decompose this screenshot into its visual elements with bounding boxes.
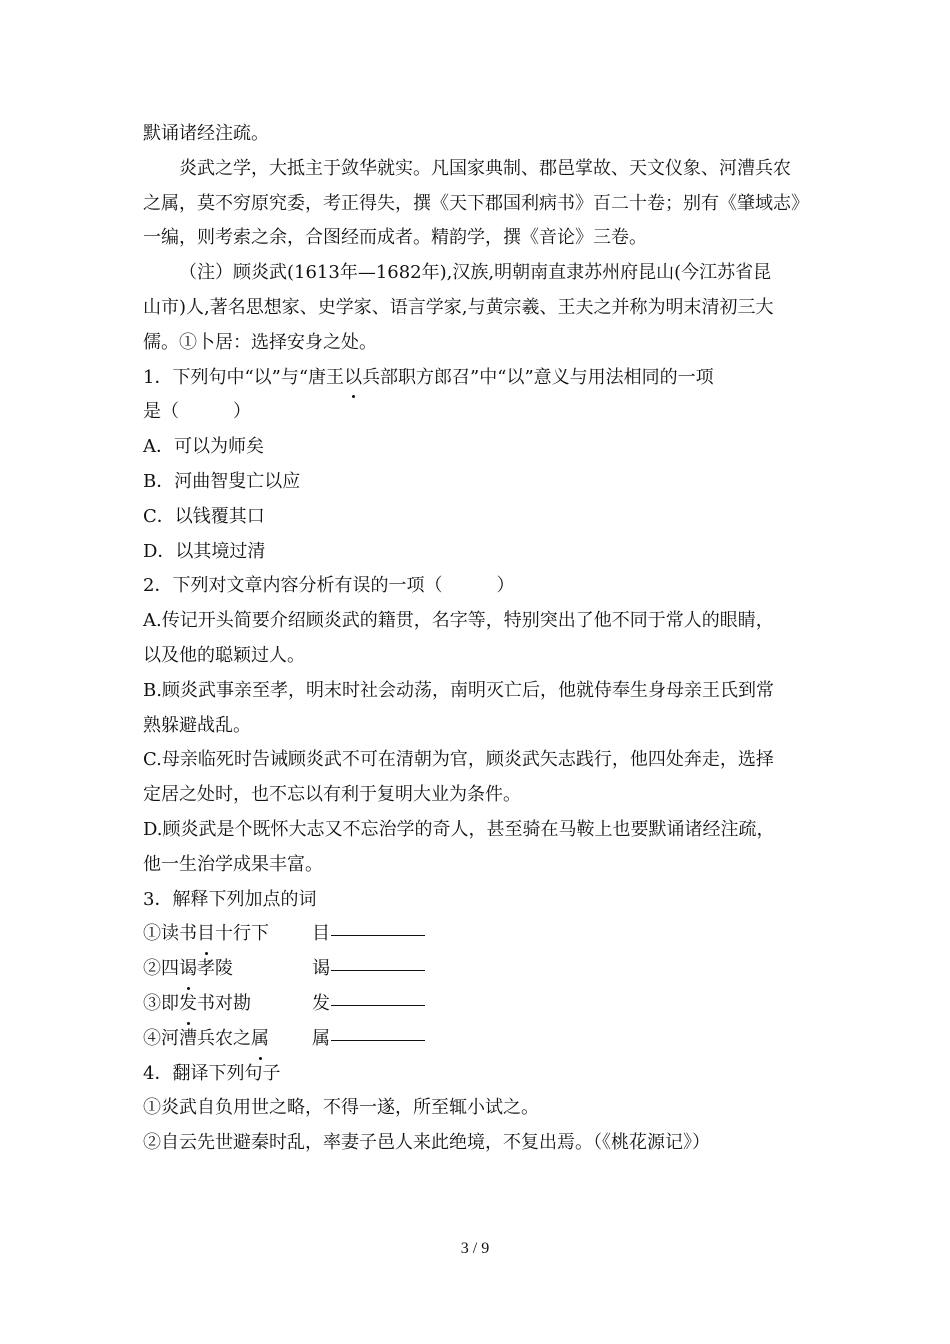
passage-paragraph-line: 炎武之学，大抵主于敛华就实。凡国家典制、郡邑掌故、天文仪象、河漕兵农 <box>179 157 791 179</box>
question-3-phrase <box>143 1022 312 1057</box>
emphasis-dot-character: 发 <box>179 987 197 1022</box>
question-1-stem-part: 1．下列句中“以”与“唐王 <box>143 366 345 388</box>
question-3-phrase <box>143 917 312 952</box>
question-2-option-a-cont: 以及他的聪颖过人。 <box>143 644 305 666</box>
question-3-item-3 <box>143 987 813 1022</box>
annotation-line: 儒。①卜居：选择安身之处。 <box>143 331 377 353</box>
question-2-option-a: A.传记开头简要介绍顾炎武的籍贯，名字等，特别突出了他不同于常人的眼睛， <box>143 610 774 632</box>
page-content <box>143 117 813 1161</box>
passage-paragraph-line: 之属，莫不穷原究委，考正得失，撰《天下郡国利病书》百二十卷；别有《肇域志》 <box>143 192 809 214</box>
question-1-option-d: D．以其境过清 <box>143 540 266 562</box>
phrase-text: ③即 <box>143 992 179 1014</box>
emphasis-dot-character: 属 <box>251 1022 269 1057</box>
target-character: 谒 <box>312 958 330 980</box>
answer-blank[interactable] <box>331 969 425 971</box>
phrase-text: ④河漕兵农之 <box>143 1027 251 1049</box>
question-3-stem: 3．解释下列加点的词 <box>143 888 317 910</box>
question-2-option-b: B.顾炎武事亲至孝，明末时社会动荡，南明灭亡后，他就侍奉生身母亲王氏到常 <box>143 679 774 701</box>
question-2-stem: 2．下列对文章内容分析有误的一项（ ） <box>143 575 515 597</box>
answer-blank[interactable] <box>331 1004 425 1006</box>
passage-continuation: 默诵诸经注疏。 <box>143 123 269 144</box>
question-1-stem-part: 兵部职方郎召”中“以”意义与用法相同的一项 <box>362 366 714 388</box>
question-2-option-c-cont: 定居之处时，也不忘以有利于复明大业为条件。 <box>143 784 521 806</box>
question-3-item-4 <box>143 1022 813 1057</box>
question-3-phrase <box>143 987 312 1022</box>
question-3-item-2 <box>143 952 813 987</box>
annotation-line: （注）顾炎武(1613年—1682年),汉族,明朝南直隶苏州府昆山(今江苏省昆 <box>179 262 772 284</box>
emphasis-dot-character: 谒 <box>179 952 197 987</box>
question-2-option-d-cont: 他一生治学成果丰富。 <box>143 853 323 875</box>
question-2-option-b-cont: 熟躲避战乱。 <box>143 714 251 736</box>
answer-blank[interactable] <box>331 1039 425 1041</box>
question-1-option-a: A．可以为师矣 <box>143 436 264 458</box>
question-1-option-b: B．河曲智叟亡以应 <box>143 470 301 492</box>
question-1-stem <box>143 361 813 396</box>
emphasis-dot-character: 目 <box>197 917 215 952</box>
phrase-text: ①读书 <box>143 923 197 945</box>
answer-blank[interactable] <box>331 934 425 936</box>
annotation-line: 山市)人,著名思想家、史学家、语言学家,与黄宗羲、王夫之并称为明末清初三大 <box>143 296 774 318</box>
question-3-phrase <box>143 952 312 987</box>
question-1-stem-cont: 是（ ） <box>143 401 251 423</box>
target-character: 发 <box>312 992 330 1014</box>
emphasis-dot-character: 以 <box>344 361 362 396</box>
question-4-sentence-2: ②自云先世避秦时乱，率妻子邑人来此绝境，不复出焉。（《桃花源记》） <box>143 1132 710 1154</box>
phrase-text: 孝陵 <box>197 958 233 980</box>
question-4-sentence-1: ①炎武自负用世之略，不得一遂，所至辄小试之。 <box>143 1097 539 1119</box>
passage-paragraph-line: 一编，则考索之余，合图经而成者。精韵学，撰《音论》三卷。 <box>143 227 647 249</box>
question-2-option-d: D.顾炎武是个既怀大志又不忘治学的奇人，甚至骑在马鞍上也要默诵诸经注疏， <box>143 818 775 840</box>
phrase-text: 十行下 <box>215 923 269 945</box>
phrase-text: 书对勘 <box>197 992 251 1014</box>
page-number: 3 / 9 <box>460 1240 490 1257</box>
question-4-stem: 4．翻译下列句子 <box>143 1062 281 1084</box>
question-2-option-c: C.母亲临死时告诫顾炎武不可在清朝为官，顾炎武矢志践行，他四处奔走，选择 <box>143 749 774 771</box>
question-1-option-c: C．以钱覆其口 <box>143 505 265 527</box>
question-3-item-1 <box>143 917 813 952</box>
target-character: 目 <box>312 923 330 945</box>
phrase-text: ②四 <box>143 958 179 980</box>
target-character: 属 <box>312 1027 330 1049</box>
